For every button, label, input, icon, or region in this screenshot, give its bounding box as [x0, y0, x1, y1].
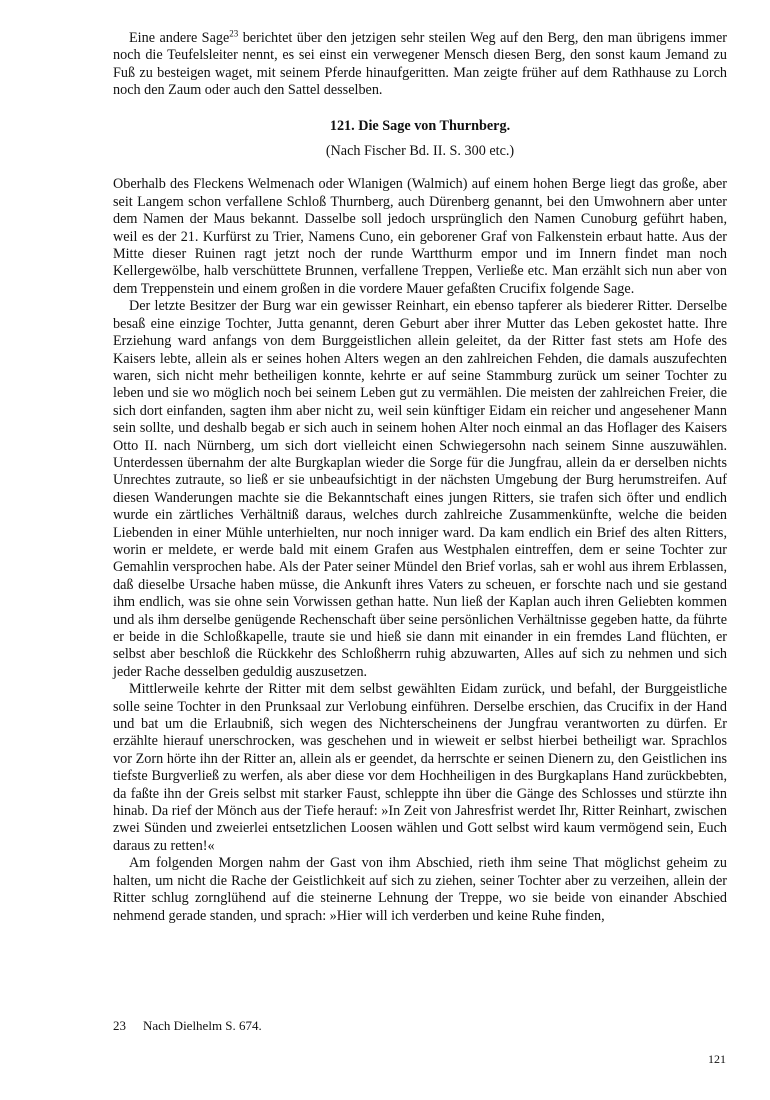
footnote [113, 1018, 727, 1034]
footnote-text: Nach Dielhelm S. 674. [143, 1018, 262, 1033]
section-source: (Nach Fischer Bd. II. S. 300 etc.) [325, 143, 515, 160]
page-body [113, 30, 727, 925]
paragraph-2: Der letzte Besitzer der Burg war ein gewisser Reinhart, ein ebenso tapferer als biederer Ritter. Derselbe besaß eine einzige Tochter, Jutta genannt, deren Geburt aber ihrer Mutter das Leben gekostet hatte. Ihre Erziehung ward anfangs von dem Burggeistlichen allein geleitet, da der Ritter fast stets am Hofe des Kaisers lebte, allein als er seines hohen Alters wegen an den zahlreichen Fehden, die damals auszufechten waren, sich nicht mehr betheiligen konnte, kehrte er auf seine Stammburg zurück um seiner Tochter zu leben und sie wo möglich noch bei seinem Leben gut zu vermählen. Die meisten der zahlreichen Freier, die sich dort einfanden, sagten ihm aber nicht zu, weil sein künftiger Eidam ein reicher und angesehener Mann sein sollte, und deshalb begab er sich auch in seinem hohen Alter noch einmal an das Hoflager des Kaisers Otto II. nach Nürnberg, um sich dort vielleicht einen Schwiegersohn nach seinem Sinne auszuwählen. Unterdessen übernahm der alte Burgkaplan wieder die Sorge für die Jungfrau, allein da er derselben nichts Unrechtes zutraute, so ließ er sie unbeaufsichtigt in der nächsten Umgebung der Burg herumstreifen. Auf diesen Wanderungen machte sie die Bekanntschaft eines jungen Ritters, sie trafen sich öfter und endlich wurde ein zärtliches Verhältniß daraus, welches durch zahlreiche Zusammenkünfte, welche die beiden Liebenden in einer Mühle unterhielten, nur noch inniger ward. Da kam endlich ein Brief des alten Ritters, worin er meldete, er werde bald mit einem Grafen aus Westphalen eintreffen, dem er seine Tochter zur Gemahlin versprochen habe. Als der Pater seiner Mündel den Brief vorlas, sah er wohl aus ihrem Erblassen, daß dieselbe Ursache haben müsse, die Ankunft ihres Vaters zu scheuen, er forschte nach und sie gestand ihm endlich, was sie ohne sein Vorwissen gethan hatte. Nun ließ der Kaplan auch ihren Geliebten kommen und als ihm derselbe genügende Rechenschaft über seine persönlichen Verhältnisse gegeben hatte, da führte er beide in die Schloßkapelle, traute sie und hieß sie dann mit einander in ein fremdes Land flüchten, er selbst aber beschloß die Rückkehr des Schloßherrn ruhig abzuwarten, Alles auf sich zu nehmen und sich jeder Rache desselben geduldig auszusetzen. [113, 298, 727, 680]
paragraph-3: Mittlerweile kehrte der Ritter mit dem selbst gewählten Eidam zurück, und befahl, der Burggeistliche solle seine Tochter in den Prunksaal zur Verlobung einführen. Derselbe erschien, das Crucifix in der Hand und bat um die Erlaubniß, sich wegen des Nichterscheinens der Jungfrau verantworten zu dürfen. Er erzählte hierauf unerschrocken, was geschehen und in wieweit er selbst hierbei betheiligt war. Sprachlos vor Zorn hörte ihn der Ritter an, allein als er geendet, da herrschte er seinen Dienern zu, den Geistlichen ins tiefste Burgverließ zu werfen, als aber diese vor dem Hochheiligen in des Burgkaplans Hand zurückbebten, da faßte ihn der Greis selbst mit starker Faust, schleppte ihn über die Gänge des Schlosses und stürzte ihn hinab. Da rief der Mönch aus der Tiefe herauf: »In Zeit von Jahresfrist werdet Ihr, Ritter Reinhart, zwischen zwei Sünden und zweierlei entsetzlichen Loosen wählen und Gott selbst wird kaum vermögend sein, Euch daraus zu retten!« [113, 681, 727, 854]
section-title: 121. Die Sage von Thurnberg. [329, 117, 511, 134]
paragraph-4: Am folgenden Morgen nahm der Gast von ihm Abschied, rieth ihm seine That möglichst geheim zu halten, um nicht die Rache der Geistlichkeit auf sich zu ziehen, seiner Tochter aber zu verzeihen, allein der Ritter schlug zornglühend auf die steinerne Lehnung der Treppe, wo sie beide von einander Abschied nehmend gerade standen, und sprach: »Hier will ich verderben und keine Ruhe finden, [113, 855, 727, 924]
intro-paragraph [113, 30, 727, 100]
paragraph-1: Oberhalb des Fleckens Welmenach oder Wlanigen (Walmich) auf einem hohen Berge liegt das große, aber seit Langem schon verfallene Schloß Thurnberg, auch Dürenberg genannt, bei den Umwohnern aber unter dem Namen der Maus bekannt. Dasselbe soll jedoch ursprünglich den Namen Cunoburg geführt haben, weil es der 21. Kurfürst zu Trier, Namens Cuno, ein geborener Graf von Falkenstein erbaut hatte. Aus der Mitte dieser Ruinen ragt jetzt noch der runde Wartthurm empor und im Innern findet man noch Kellergewölbe, halb verschüttete Brunnen, verfallene Treppen, Verließe etc. Man erzählt sich nun aber von dem Treppenstein und einem großen in die vordere Mauer gefaßten Crucifix folgende Sage. [113, 176, 727, 297]
footnote-reference: 23 [229, 28, 239, 39]
intro-text-end: berichtet über den jetzigen sehr steilen Weg auf den Berg, den man übrigens immer noch die Teufelsleiter nennt, es sei einst ein verwegener Mensch diesen Berg, den sonst kaum Jemand zu Fuß zu besteigen waget, mit seinem Pferde hinaufgeritten. Man zeigte früher auf dem Rathhause zu Lorch noch den Zaum oder auch den Sattel desselben. [113, 30, 727, 99]
footnote-number: 23 [113, 1018, 126, 1033]
intro-text-start: Eine andere Sage [129, 30, 230, 46]
page-number: 121 [708, 1052, 726, 1066]
